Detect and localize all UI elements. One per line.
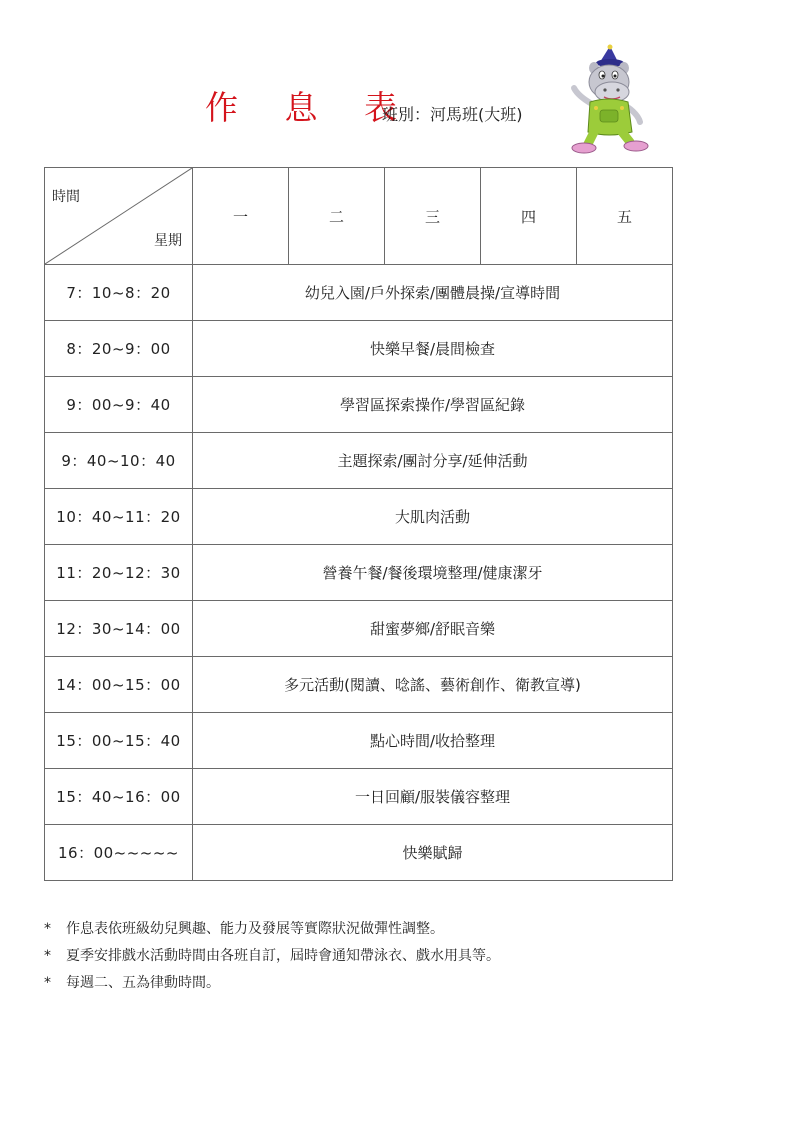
schedule-table [44, 167, 673, 881]
time-cell: 9：00~9：40 [45, 377, 193, 433]
note-item [44, 943, 500, 970]
notes-list [44, 916, 500, 997]
note-item [44, 916, 500, 943]
time-cell: 15：00~15：40 [45, 713, 193, 769]
table-row [45, 601, 673, 657]
note-text: 夏季安排戲水活動時間由各班自訂，屆時會通知帶泳衣、戲水用具等。 [66, 948, 500, 964]
table-row [45, 321, 673, 377]
corner-time-label: 時間 [52, 189, 80, 205]
hippo-mascot-icon [560, 44, 656, 156]
time-cell: 11：20~12：30 [45, 545, 193, 601]
activity-cell: 一日回顧/服裝儀容整理 [193, 769, 673, 825]
table-row [45, 489, 673, 545]
time-cell: 14：00~15：00 [45, 657, 193, 713]
day-header: 四 [481, 168, 577, 265]
time-cell: 7：10~8：20 [45, 265, 193, 321]
time-cell: 12：30~14：00 [45, 601, 193, 657]
activity-cell: 學習區探索操作/學習區紀錄 [193, 377, 673, 433]
activity-cell: 快樂賦歸 [193, 825, 673, 881]
activity-cell: 幼兒入園/戶外探索/團體晨操/宣導時間 [193, 265, 673, 321]
table-row [45, 545, 673, 601]
time-cell: 8：20~9：00 [45, 321, 193, 377]
time-cell: 10：40~11：20 [45, 489, 193, 545]
activity-cell: 營養午餐/餐後環境整理/健康潔牙 [193, 545, 673, 601]
note-bullet: * [44, 921, 51, 937]
day-header: 三 [385, 168, 481, 265]
table-row [45, 433, 673, 489]
table-row [45, 265, 673, 321]
note-text: 作息表依班級幼兒興趣、能力及發展等實際狀況做彈性調整。 [66, 921, 444, 937]
activity-cell: 主題探索/團討分享/延伸活動 [193, 433, 673, 489]
time-cell: 15：40~16：00 [45, 769, 193, 825]
table-row [45, 377, 673, 433]
corner-week-label: 星期 [154, 233, 182, 249]
table-row [45, 769, 673, 825]
time-cell: 16：00~~~~~ [45, 825, 193, 881]
class-label: 班別：河馬班(大班) [382, 105, 523, 124]
activity-cell: 點心時間/收拾整理 [193, 713, 673, 769]
activity-cell: 大肌肉活動 [193, 489, 673, 545]
activity-cell: 甜蜜夢鄉/舒眠音樂 [193, 601, 673, 657]
table-header-row [45, 168, 673, 265]
note-item [44, 970, 500, 997]
activity-cell: 快樂早餐/晨間檢查 [193, 321, 673, 377]
day-header: 一 [193, 168, 289, 265]
table-row [45, 713, 673, 769]
page-title: 作 息 表 [205, 88, 415, 127]
day-header: 二 [289, 168, 385, 265]
corner-cell [45, 168, 193, 265]
table-row [45, 657, 673, 713]
time-cell: 9：40~10：40 [45, 433, 193, 489]
activity-cell: 多元活動(閱讀、唸謠、藝術創作、衛教宣導) [193, 657, 673, 713]
note-text: 每週二、五為律動時間。 [66, 975, 220, 991]
day-header: 五 [577, 168, 673, 265]
note-bullet: * [44, 975, 51, 991]
note-bullet: * [44, 948, 51, 964]
table-row [45, 825, 673, 881]
